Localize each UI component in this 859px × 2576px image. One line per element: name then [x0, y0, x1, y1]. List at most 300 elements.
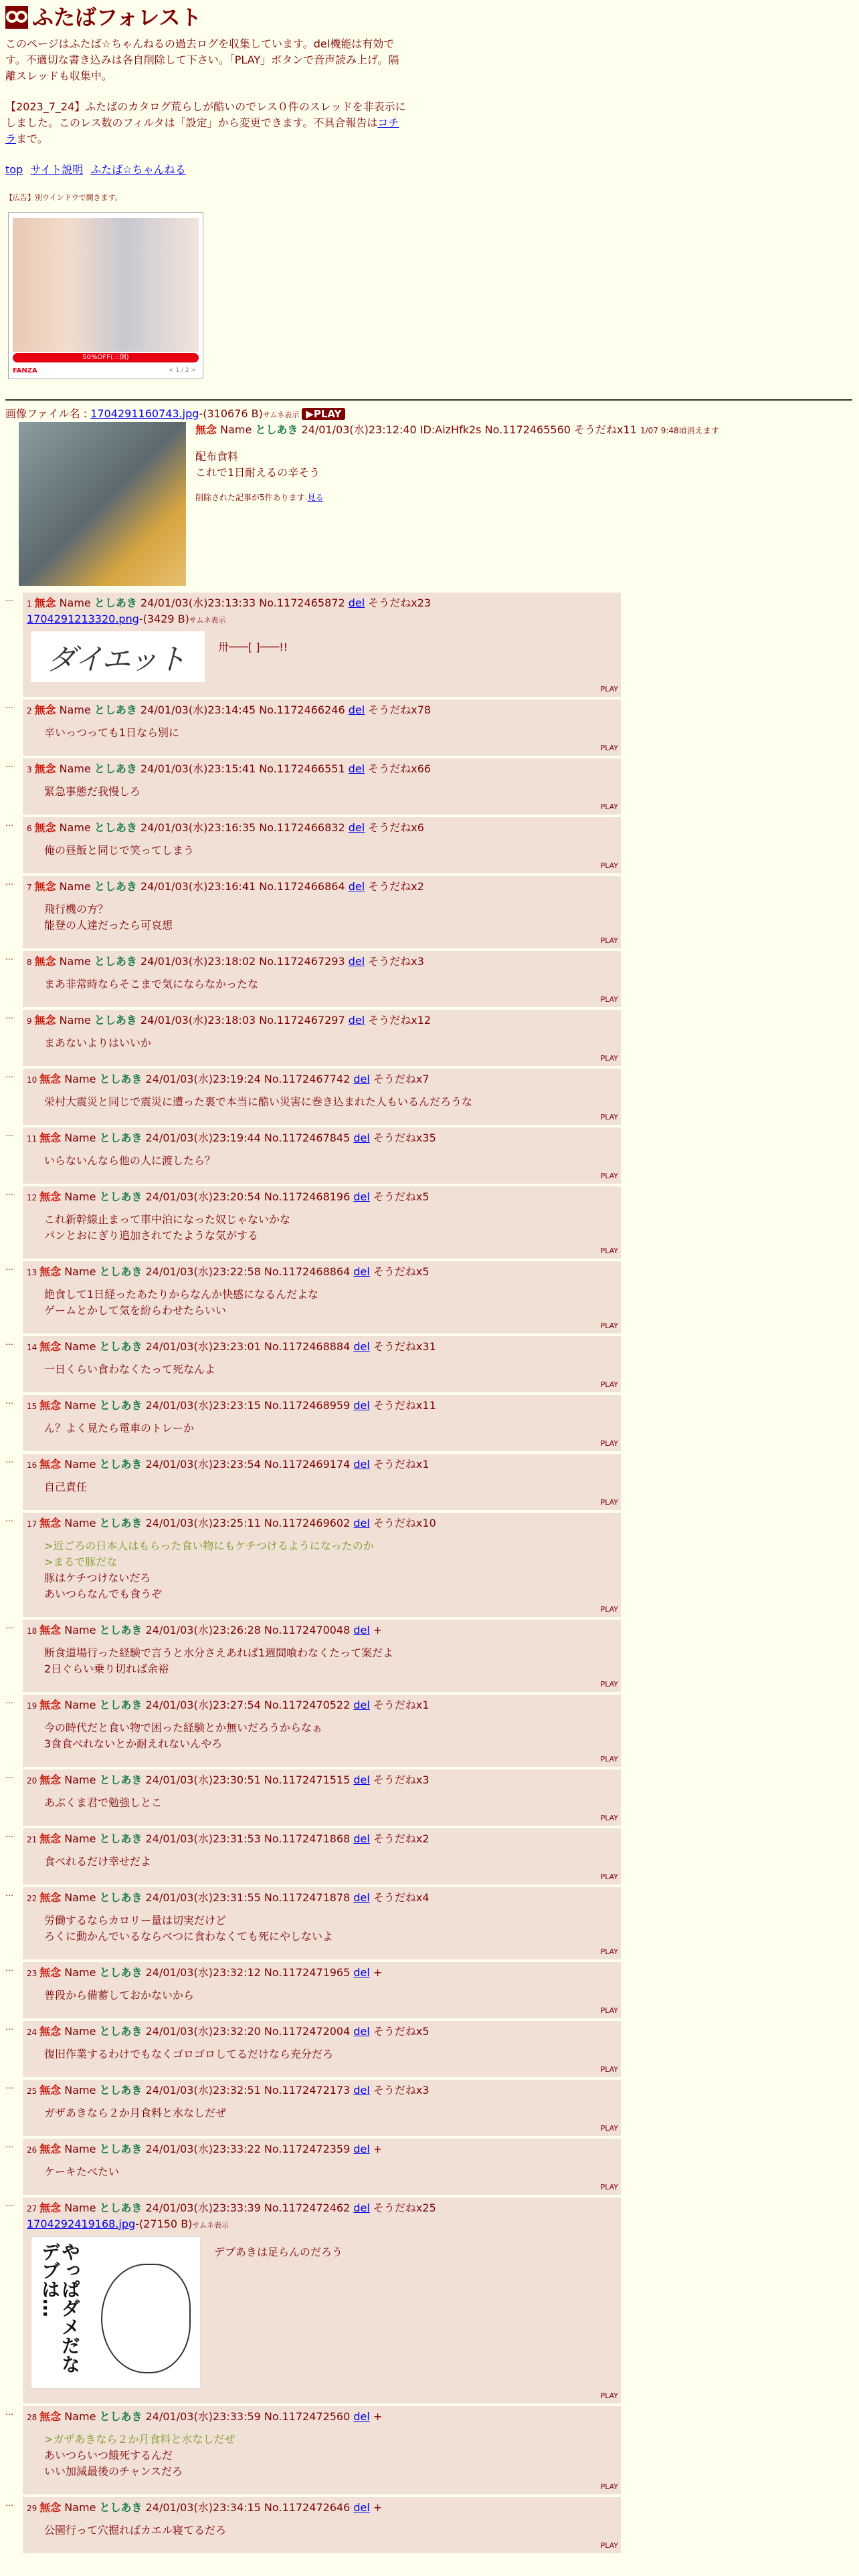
- reply-index: 18: [27, 1626, 40, 1636]
- reply-header: [27, 820, 617, 836]
- reply-name: としあき: [94, 954, 137, 968]
- reply-number[interactable]: No.1172471878: [264, 1891, 351, 1904]
- reply-del-link[interactable]: del: [348, 821, 365, 834]
- reply-message: [44, 1913, 617, 1945]
- op-thumb-note[interactable]: サムネ表示: [262, 410, 300, 419]
- op-soudane-button[interactable]: そうだねx11: [574, 423, 637, 436]
- reply-name-label: Name: [59, 821, 91, 834]
- reply-subject: 無念: [39, 2500, 62, 2514]
- reply-number[interactable]: No.1172467845: [264, 1131, 351, 1144]
- reply-name-label: Name: [64, 1832, 96, 1845]
- reply-post: [23, 1395, 621, 1451]
- reply-name-label: Name: [64, 1516, 96, 1529]
- reply-row: [5, 951, 852, 1007]
- reply-date: 24/01/03(水)23:15:41: [140, 762, 256, 775]
- reply-play-button[interactable]: PLAY: [600, 861, 618, 870]
- reply-subject: 無念: [34, 703, 56, 716]
- site-logo-icon: [5, 6, 28, 29]
- reply-date: 24/01/03(水)23:23:01: [145, 1339, 261, 1353]
- reply-message: [44, 1795, 617, 1811]
- reply-date: 24/01/03(水)23:26:28: [145, 1623, 261, 1636]
- reply-del-link[interactable]: del: [353, 1891, 370, 1904]
- reply-name-label: Name: [64, 1698, 96, 1711]
- reply-date: 24/01/03(水)23:32:51: [145, 2083, 261, 2097]
- reply-name-label: Name: [59, 954, 91, 968]
- reply-name: としあき: [99, 2024, 142, 2038]
- reply-header: [27, 2141, 617, 2157]
- reply-date: 24/01/03(水)23:33:39: [145, 2201, 261, 2214]
- reply-number[interactable]: No.1172472646: [264, 2500, 351, 2514]
- reply-dots: …: [5, 952, 13, 962]
- reply-line: 公園行って穴掘ればカエル寝てるだろ: [44, 2523, 227, 2537]
- reply-del-link[interactable]: del: [348, 879, 365, 893]
- ad-pager[interactable]: < 1 / 2 >: [168, 367, 196, 374]
- reply-play-button[interactable]: PLAY: [600, 2124, 618, 2133]
- reply-play-button[interactable]: PLAY: [600, 1872, 618, 1881]
- reply-play-button[interactable]: PLAY: [600, 1498, 618, 1507]
- reply-play-button[interactable]: PLAY: [600, 1054, 618, 1063]
- reply-date: 24/01/03(水)23:32:12: [145, 1965, 261, 1979]
- reply-image-row: [27, 631, 617, 682]
- reply-message: [44, 1538, 617, 1602]
- reply-file-size: -(3429 B): [138, 612, 189, 625]
- reply-date: 24/01/03(水)23:19:44: [145, 1131, 261, 1144]
- reply-line: 豚はケチつけないだろ: [44, 1571, 151, 1584]
- reply-dots: …: [5, 1187, 13, 1197]
- reply-line: 栄村大震災と同じで震災に遭った裏で本当に酷い災害に巻き込まれた人もいるんだろうな: [44, 1095, 473, 1108]
- reply-index: 21: [27, 1834, 40, 1844]
- reply-dots: …: [5, 1010, 13, 1021]
- reply-date: 24/01/03(水)23:23:15: [145, 1398, 261, 1412]
- reply-dots: …: [5, 1963, 13, 1973]
- reply-header: [27, 1339, 617, 1355]
- reply-subject: 無念: [39, 2142, 62, 2155]
- reply-line: 復旧作業するわけでもなくゴロゴロしてるだけなら充分だろ: [44, 2047, 334, 2060]
- op-line: 配布食料: [195, 449, 239, 463]
- reply-post: [23, 2197, 621, 2403]
- reply-name-label: Name: [64, 2142, 96, 2155]
- divider: [5, 399, 852, 401]
- reply-number[interactable]: No.1172466551: [259, 762, 345, 775]
- reply-line: いい加減最後のチャンスだろ: [44, 2464, 183, 2478]
- reply-play-button[interactable]: PLAY: [600, 995, 618, 1004]
- reply-play-button[interactable]: PLAY: [600, 744, 618, 752]
- reply-play-button[interactable]: PLAY: [600, 1172, 618, 1180]
- reply-index: 10: [27, 1075, 40, 1085]
- reply-play-button[interactable]: PLAY: [600, 2183, 618, 2191]
- reply-soudane-button[interactable]: そうだねx7: [373, 1072, 430, 1085]
- reply-number[interactable]: No.1172468864: [264, 1265, 351, 1278]
- reply-play-button[interactable]: PLAY: [600, 2541, 618, 2550]
- reply-del-link[interactable]: del: [353, 1623, 370, 1636]
- reply-index: 28: [27, 2412, 40, 2422]
- reply-message: [44, 2523, 617, 2539]
- reply-line: パンとおにぎり追加されてたような気がする: [44, 1228, 259, 1242]
- reply-index: 12: [27, 1192, 40, 1202]
- reply-del-link[interactable]: del: [353, 2201, 370, 2214]
- reply-dots: …: [5, 1455, 13, 1465]
- reply-dots: …: [5, 1770, 13, 1780]
- reply-play-button[interactable]: PLAY: [600, 1947, 618, 1956]
- reply-header: [27, 1772, 617, 1788]
- reply-soudane-button[interactable]: そうだねx35: [373, 1131, 436, 1144]
- reply-del-link[interactable]: del: [348, 596, 365, 609]
- reply-line: 辛いっつっても1日なら別に: [44, 726, 180, 739]
- reply-row: [5, 1620, 852, 1692]
- reply-play-button[interactable]: PLAY: [600, 936, 618, 945]
- reply-subject: 無念: [39, 1398, 62, 1412]
- reply-name: としあき: [99, 1398, 142, 1412]
- reply-number[interactable]: No.1172472462: [264, 2201, 351, 2214]
- reply-post: [23, 951, 621, 1007]
- reply-date: 24/01/03(水)23:25:11: [145, 1516, 261, 1529]
- op-file-link[interactable]: 1704291160743.jpg: [90, 407, 199, 420]
- reply-number[interactable]: No.1172469174: [264, 1457, 351, 1471]
- reply-soudane-button[interactable]: そうだねx3: [373, 1773, 430, 1786]
- reply-file-link[interactable]: 1704292419168.jpg: [27, 2217, 136, 2230]
- reply-number[interactable]: No.1172467297: [259, 1013, 345, 1027]
- reply-line: ゲームとかして気を紛らわせたらいい: [44, 1303, 227, 1317]
- reply-date: 24/01/03(水)23:34:15: [145, 2500, 261, 2514]
- reply-name-label: Name: [64, 2083, 96, 2097]
- reply-subject: 無念: [39, 1265, 62, 1278]
- ad-image[interactable]: [13, 218, 199, 352]
- reply-soudane-button[interactable]: +: [373, 2142, 383, 2155]
- reply-del-link[interactable]: del: [348, 1013, 365, 1027]
- reply-dots: …: [5, 1620, 13, 1630]
- reply-line: 食べれるだけ幸せだよ: [44, 1854, 152, 1868]
- reply-index: 24: [27, 2027, 40, 2037]
- reply-subject: 無念: [39, 1457, 62, 1471]
- reply-post: [23, 1887, 621, 1959]
- reply-soudane-button[interactable]: そうだねx2: [368, 879, 424, 893]
- reply-row: [5, 2080, 852, 2136]
- reply-dots: …: [5, 877, 13, 887]
- reply-del-link[interactable]: del: [348, 762, 365, 775]
- deleted-show-link[interactable]: 見る: [307, 492, 324, 502]
- reply-subject: 無念: [39, 2083, 62, 2097]
- reply-message: [44, 725, 617, 741]
- reply-soudane-button[interactable]: そうだねx5: [373, 1265, 430, 1278]
- reply-dots: …: [5, 1829, 13, 1839]
- reply-row: [5, 2406, 852, 2494]
- reply-dots: …: [5, 700, 13, 710]
- reply-soudane-button[interactable]: そうだねx31: [373, 1339, 436, 1353]
- reply-row: [5, 700, 852, 756]
- reply-dots: …: [5, 1695, 13, 1705]
- reply-soudane-button[interactable]: +: [373, 2500, 383, 2514]
- reply-line: ん？よく見たら電車のトレーか: [44, 1421, 195, 1434]
- reply-subject: 無念: [39, 1339, 62, 1353]
- reply-header: [27, 1890, 617, 1906]
- reply-play-button[interactable]: PLAY: [600, 685, 618, 693]
- reply-soudane-button[interactable]: そうだねx12: [368, 1013, 432, 1027]
- reply-line: ケーキたべたい: [44, 2165, 120, 2178]
- reply-post: [23, 876, 621, 948]
- site-title: [5, 4, 852, 31]
- reply-name: としあき: [94, 596, 137, 609]
- reply-number[interactable]: No.1172467742: [264, 1072, 351, 1085]
- reply-play-button[interactable]: PLAY: [600, 1247, 618, 1255]
- reply-date: 24/01/03(水)23:16:41: [140, 879, 256, 893]
- reply-play-button[interactable]: PLAY: [600, 2482, 618, 2491]
- reply-soudane-button[interactable]: +: [373, 1965, 383, 1979]
- reply-play-button[interactable]: PLAY: [600, 1113, 618, 1121]
- reply-del-link[interactable]: del: [353, 2409, 370, 2423]
- reply-name: としあき: [99, 1891, 142, 1904]
- reply-row: [5, 593, 852, 697]
- reply-row: [5, 1962, 852, 2018]
- reply-number[interactable]: No.1172472173: [264, 2083, 351, 2097]
- reply-dots: …: [5, 1069, 13, 1079]
- reply-number[interactable]: No.1172468196: [264, 1190, 351, 1203]
- reply-post: [23, 1695, 621, 1767]
- reply-soudane-button[interactable]: そうだねx23: [368, 596, 432, 609]
- op-header: [195, 422, 719, 438]
- reply-play-button[interactable]: PLAY: [600, 1439, 618, 1448]
- op-name-label: Name: [220, 423, 252, 436]
- reply-message: [44, 1420, 617, 1436]
- reply-line: 普段から備蓄しておかないから: [44, 1988, 195, 2002]
- reply-del-link[interactable]: del: [353, 1131, 370, 1144]
- reply-del-link[interactable]: del: [353, 1398, 370, 1412]
- reply-name: としあき: [99, 1623, 142, 1636]
- reply-date: 24/01/03(水)23:27:54: [145, 1698, 261, 1711]
- reply-del-link[interactable]: del: [353, 1698, 370, 1711]
- reply-play-button[interactable]: PLAY: [600, 802, 618, 811]
- reply-del-link[interactable]: del: [353, 1339, 370, 1353]
- reply-subject: 無念: [39, 1891, 62, 1904]
- reply-number[interactable]: No.1172471515: [264, 1773, 351, 1786]
- reply-number[interactable]: No.1172472359: [264, 2142, 351, 2155]
- reply-thumb-note[interactable]: サムネ表示: [189, 615, 226, 625]
- reply-name-label: Name: [64, 1190, 96, 1203]
- reply-index: 22: [27, 1893, 40, 1903]
- reply-soudane-button[interactable]: そうだねx78: [368, 703, 432, 716]
- op-number[interactable]: No.1172465560: [484, 423, 571, 436]
- reply-soudane-button[interactable]: そうだねx5: [373, 2024, 430, 2038]
- reply-name: としあき: [99, 2201, 142, 2214]
- reply-dots: …: [5, 2498, 13, 2508]
- reply-number[interactable]: No.1172469602: [264, 1516, 351, 1529]
- reply-file-size: -(27150 B): [135, 2217, 193, 2230]
- reply-del-link[interactable]: del: [353, 1190, 370, 1203]
- reply-soudane-button[interactable]: そうだねx1: [373, 1457, 430, 1471]
- reply-subject: 無念: [39, 1698, 62, 1711]
- reply-row: [5, 1069, 852, 1125]
- reply-header: [27, 2082, 617, 2099]
- reply-dots: …: [5, 2139, 13, 2149]
- reply-line: まあないよりはいいか: [44, 1036, 152, 1049]
- reply-side-text: 卅───[ ]───!!: [218, 640, 288, 653]
- reply-date: 24/01/03(水)23:31:53: [145, 1832, 261, 1845]
- reply-header: [27, 1457, 617, 1473]
- reply-post: [23, 593, 621, 697]
- reply-row: [5, 758, 852, 815]
- reply-del-link[interactable]: del: [353, 1265, 370, 1278]
- reply-play-button[interactable]: PLAY: [600, 1605, 618, 1614]
- reply-play-button[interactable]: PLAY: [600, 1814, 618, 1822]
- reply-name-label: Name: [59, 879, 91, 893]
- reply-soudane-button[interactable]: そうだねx4: [373, 1891, 430, 1904]
- reply-message: [44, 1720, 617, 1752]
- reply-play-button[interactable]: PLAY: [600, 2391, 618, 2400]
- reply-index: 1: [27, 599, 35, 609]
- ad-label: 【広告】別ウインドウで開きます。: [5, 193, 122, 202]
- reply-header: [27, 761, 617, 777]
- reply-number[interactable]: No.1172470522: [264, 1698, 351, 1711]
- reply-number[interactable]: No.1172465872: [259, 596, 345, 609]
- reply-row: [5, 2021, 852, 2077]
- reply-soudane-button[interactable]: そうだねx5: [373, 1190, 430, 1203]
- reply-date: 24/01/03(水)23:16:35: [140, 821, 256, 834]
- reply-subject: 無念: [34, 879, 56, 893]
- reply-post: [23, 1513, 621, 1617]
- nav-about-link[interactable]: サイト説明: [30, 163, 84, 176]
- reply-thumb-note[interactable]: サムネ表示: [192, 2220, 229, 2230]
- reply-play-button[interactable]: PLAY: [600, 1321, 618, 1330]
- reply-header: [27, 2200, 617, 2216]
- reply-line: 俺の昼飯と同じで笑ってしまう: [44, 843, 195, 857]
- reply-soudane-button[interactable]: そうだねx11: [373, 1398, 436, 1412]
- reply-date: 24/01/03(水)23:33:22: [145, 2142, 261, 2155]
- reply-row: [5, 1695, 852, 1767]
- reply-message: [44, 784, 617, 800]
- reply-header: [27, 595, 617, 611]
- reply-del-link[interactable]: del: [353, 1773, 370, 1786]
- reply-number[interactable]: No.1172471965: [264, 1965, 351, 1979]
- reply-del-link[interactable]: del: [353, 2142, 370, 2155]
- reply-line: ガザあきなら２か月食料と水なしだぜ: [44, 2106, 227, 2119]
- reply-number[interactable]: No.1172466832: [259, 821, 345, 834]
- reply-message: [44, 1212, 617, 1244]
- bug-report-link[interactable]: コチラ: [5, 116, 399, 145]
- reply-del-link[interactable]: del: [353, 2024, 370, 2038]
- reply-number[interactable]: No.1172467293: [259, 954, 345, 968]
- reply-del-link[interactable]: del: [348, 954, 365, 968]
- reply-del-link[interactable]: del: [353, 1457, 370, 1471]
- reply-date: 24/01/03(水)23:18:02: [140, 954, 256, 968]
- ad-discount: 50%OFF(三個): [13, 353, 199, 362]
- reply-row: [5, 1186, 852, 1259]
- reply-del-link[interactable]: del: [353, 1516, 370, 1529]
- reply-name-label: Name: [64, 1131, 96, 1144]
- reply-del-link[interactable]: del: [353, 1965, 370, 1979]
- reply-name-label: Name: [64, 2500, 96, 2514]
- reply-play-button[interactable]: PLAY: [600, 2006, 618, 2015]
- reply-line: 3食食べれないとか耐えれないんやろ: [44, 1737, 223, 1750]
- reply-subject: 無念: [39, 2201, 62, 2214]
- reply-date: 24/01/03(水)23:20:54: [145, 1190, 261, 1203]
- reply-soudane-button[interactable]: そうだねx6: [368, 821, 424, 834]
- reply-number[interactable]: No.1172472004: [264, 2024, 351, 2038]
- debu-image[interactable]: [31, 2236, 201, 2389]
- intro-suffix: まで。: [16, 132, 48, 145]
- reply-soudane-button[interactable]: そうだねx25: [373, 2201, 436, 2214]
- reply-subject: 無念: [34, 954, 56, 968]
- reply-index: 29: [27, 2503, 40, 2513]
- reply-number[interactable]: No.1172471868: [264, 1832, 351, 1845]
- face-drawing: [101, 2264, 191, 2373]
- reply-number[interactable]: No.1172472560: [264, 2409, 351, 2423]
- reply-header: [27, 2409, 617, 2425]
- ad-banner[interactable]: [8, 212, 203, 379]
- reply-name: としあき: [99, 1457, 142, 1471]
- reply-header: [27, 2024, 617, 2040]
- op-play-button[interactable]: ▶PLAY: [302, 408, 345, 420]
- reply-index: 11: [27, 1134, 40, 1144]
- reply-row: [5, 1261, 852, 1333]
- reply-number[interactable]: No.1172466246: [259, 703, 345, 716]
- reply-soudane-button[interactable]: そうだねx3: [373, 2083, 430, 2097]
- reply-list: [5, 593, 852, 2553]
- reply-number[interactable]: No.1172468959: [264, 1398, 351, 1412]
- reply-quote-line: >近ごろの日本人はもらった食い物にもケチつけるようになったのか: [44, 1539, 374, 1552]
- reply-header: [27, 1622, 617, 1638]
- reply-line: あぶくま君で勉強しとこ: [44, 1796, 163, 1809]
- reply-soudane-button[interactable]: そうだねx66: [368, 762, 432, 775]
- reply-dots: …: [5, 2407, 13, 2417]
- reply-dots: …: [5, 1128, 13, 1138]
- reply-quote-line: >ガザあきなら２か月食料と水なしだぜ: [44, 2432, 235, 2446]
- reply-row: [5, 876, 852, 948]
- reply-name-label: Name: [64, 2409, 96, 2423]
- reply-name: としあき: [99, 1965, 142, 1979]
- reply-del-link[interactable]: del: [353, 1072, 370, 1085]
- diet-image[interactable]: [31, 631, 205, 682]
- reply-soudane-button[interactable]: +: [373, 1623, 383, 1636]
- reply-soudane-button[interactable]: そうだねx1: [373, 1698, 430, 1711]
- reply-row: [5, 1887, 852, 1959]
- intro-text: 【2023_7_24】ふたばのカタログ荒らしが酷いのでレス０件のスレッドを非表示にしました。このレス数のフィルタは「設定」から変更できます。不具合報告は: [5, 100, 406, 129]
- reply-post: [23, 1828, 621, 1885]
- reply-soudane-button[interactable]: そうだねx10: [373, 1516, 436, 1529]
- reply-post: [23, 2139, 621, 2195]
- reply-file-link[interactable]: 1704291213320.png: [27, 612, 139, 625]
- reply-header: [27, 2500, 617, 2516]
- reply-name-label: Name: [64, 1398, 96, 1412]
- reply-soudane-button[interactable]: そうだねx2: [373, 1832, 430, 1845]
- nav-futaba-link[interactable]: ふたば☆ちゃんねる: [90, 163, 186, 176]
- reply-soudane-button[interactable]: +: [373, 2409, 383, 2423]
- reply-del-link[interactable]: del: [353, 1832, 370, 1845]
- reply-del-link[interactable]: del: [353, 2083, 370, 2097]
- reply-row: [5, 1336, 852, 1392]
- reply-play-button[interactable]: PLAY: [600, 1755, 618, 1763]
- reply-del-link[interactable]: del: [353, 2500, 370, 2514]
- reply-del-link[interactable]: del: [348, 703, 365, 716]
- reply-play-button[interactable]: PLAY: [600, 2065, 618, 2074]
- reply-number[interactable]: No.1172466864: [259, 879, 345, 893]
- nav-top-link[interactable]: top: [5, 163, 23, 176]
- reply-row: [5, 1769, 852, 1826]
- reply-number[interactable]: No.1172468884: [264, 1339, 351, 1353]
- reply-subject: 無念: [34, 762, 56, 775]
- reply-soudane-button[interactable]: そうだねx3: [368, 954, 424, 968]
- reply-post: [23, 1336, 621, 1392]
- reply-date: 24/01/03(水)23:14:45: [140, 703, 256, 716]
- reply-file-info: [27, 611, 617, 627]
- reply-index: 14: [27, 1342, 40, 1352]
- op-thumbnail[interactable]: [19, 422, 186, 586]
- reply-play-button[interactable]: PLAY: [600, 1680, 618, 1689]
- reply-number[interactable]: No.1172470048: [264, 1623, 351, 1636]
- reply-post: [23, 817, 621, 873]
- site-title-text: ふたばフォレスト: [32, 5, 202, 30]
- reply-play-button[interactable]: PLAY: [600, 1380, 618, 1389]
- reply-header: [27, 879, 617, 895]
- reply-row: [5, 1828, 852, 1885]
